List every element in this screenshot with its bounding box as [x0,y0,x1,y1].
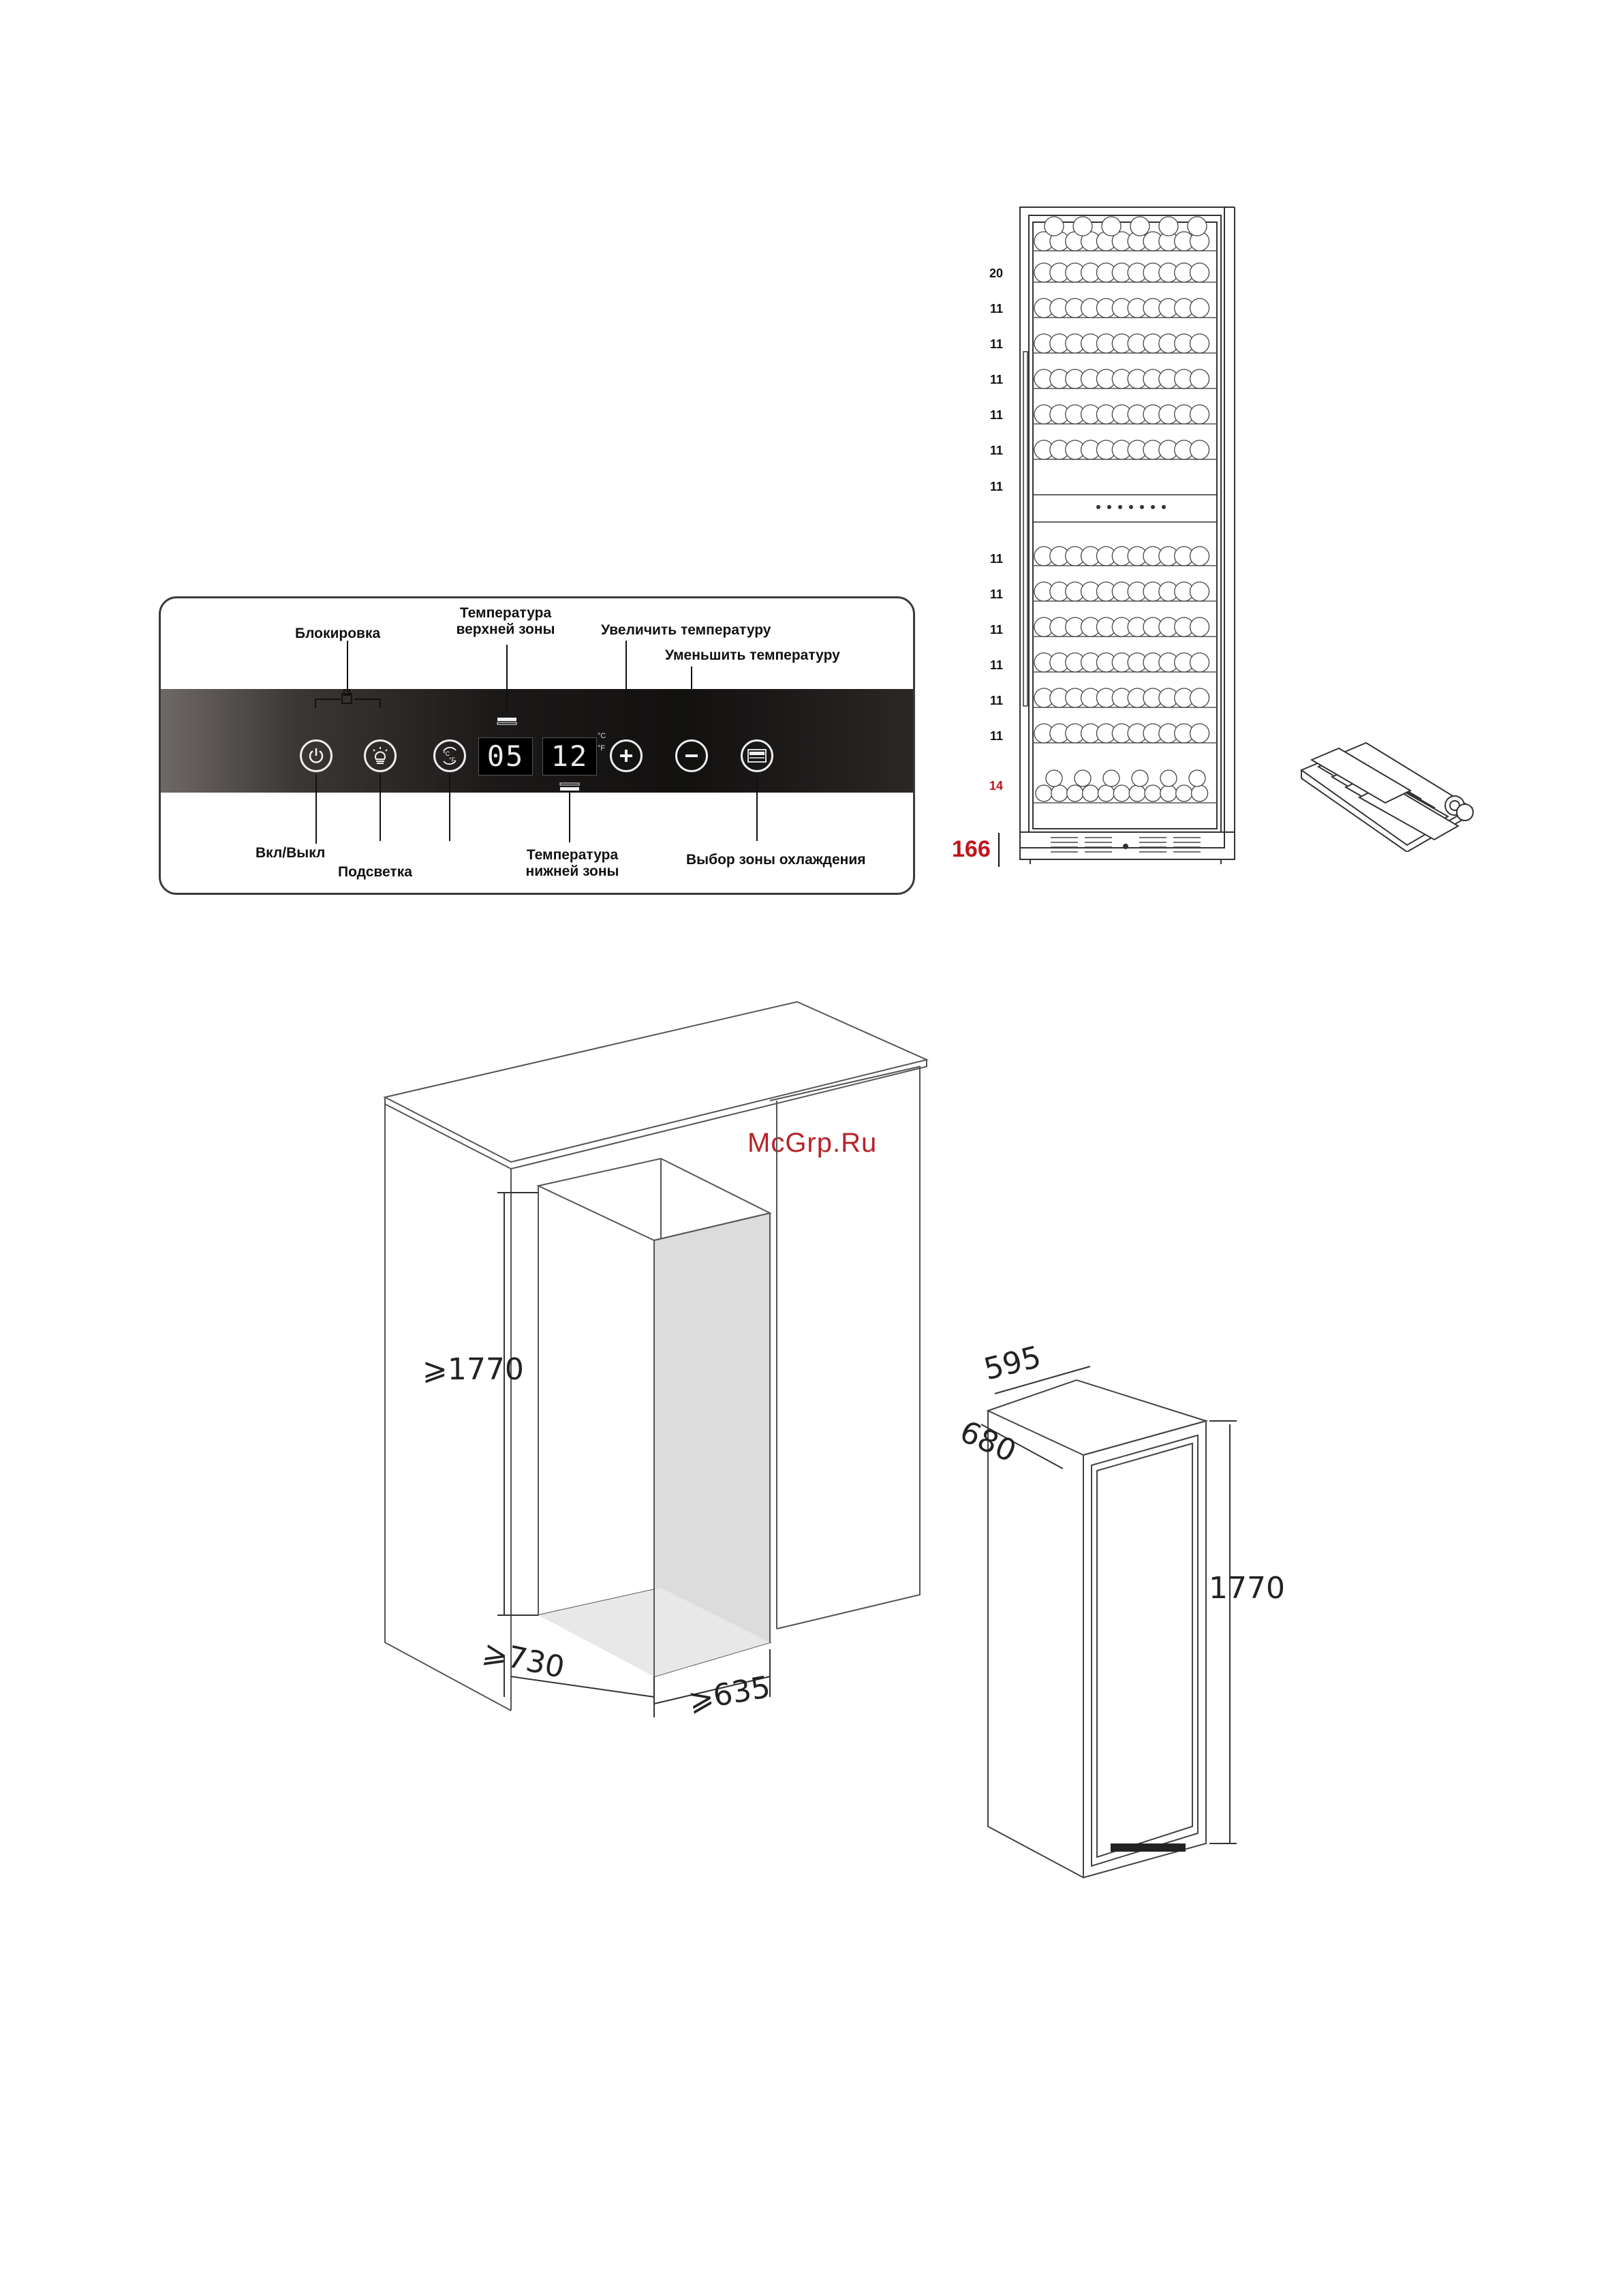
shelf-count: 11 [989,623,1003,637]
bottle [1190,547,1209,566]
shelf-count: 11 [989,587,1003,601]
bottle [1083,785,1099,801]
shelf-count: 11 [989,694,1003,707]
shelf-count: 11 [989,480,1003,493]
niche-width-label: ⩾635 [685,1669,773,1719]
bottle [1190,263,1209,282]
width-label: 595 [980,1339,1045,1388]
upper-zone-icon [497,717,517,726]
shelf-count: 14 [989,779,1003,793]
bottle [1129,785,1145,801]
bottle [1102,217,1121,236]
bottle [1160,785,1177,801]
zone-select-button[interactable] [741,739,773,772]
shelf-count: 11 [989,552,1003,566]
label-lock: Блокировка [295,626,381,641]
bottle [1098,785,1114,801]
power-button[interactable] [300,739,333,772]
capacity-divider [998,833,1000,867]
shelf-count: 11 [989,373,1003,386]
niche-height-label: ⩾1770 [422,1352,524,1387]
bottle [1067,785,1083,801]
increase-temp-button[interactable] [610,739,643,772]
bottle-tray-illustration [1291,729,1482,852]
wine-cooler-front-illustration [989,202,1248,870]
bottle [1103,770,1119,786]
decrease-temp-button[interactable] [675,739,708,772]
label-light: Подсветка [338,864,412,880]
bottle [1130,217,1149,236]
depth-label: 680 [955,1414,1021,1469]
bottle [1190,724,1209,743]
label-zone-select: Выбор зоны охлаждения [686,852,866,868]
shelf-count: 11 [989,302,1003,316]
unit-switch-f-text: °F [449,756,456,763]
shelf-count: 11 [989,337,1003,351]
bottle [1045,217,1064,236]
unit-switch-button[interactable] [433,739,466,772]
bottle [1190,334,1209,353]
cooler-shelves [1033,217,1217,803]
bottle [1073,217,1092,236]
shelf-count: 11 [989,729,1003,743]
total-bottle-capacity: 166 [952,836,991,862]
light-button[interactable] [364,739,397,772]
bottle [1046,770,1062,786]
shelf-count: 20 [989,266,1003,280]
bottle [1075,770,1091,786]
label-power: Вкл/Выкл [256,845,326,861]
control-panel-diagram [159,596,915,895]
light-icon [370,746,390,766]
unit-c-label: °C [598,732,606,740]
minus-icon [683,747,700,765]
niche-depth-label: ⩾730 [480,1634,568,1686]
label-increase-temp: Увеличить температуру [601,622,771,638]
bottle [1190,440,1209,459]
bottle [1159,217,1178,236]
lower-zone-display: 12 [542,737,597,776]
shelf-count: 11 [989,444,1003,457]
label-upper-zone-temp: Температура верхней зоны [456,605,555,637]
bottle [1190,369,1209,388]
bottle [1113,785,1130,801]
label-lower-zone-temp: Температура нижней зоны [525,847,619,879]
upper-zone-display: 05 [478,737,533,776]
bottle [1189,770,1205,786]
shelf-count: 11 [989,408,1003,422]
bottle [1036,785,1052,801]
bottle [1051,785,1068,801]
bottle [1190,405,1209,424]
bottle [1190,653,1209,672]
bottle [1190,617,1209,637]
lower-zone-icon [559,782,580,792]
shelf-count: 11 [989,658,1003,672]
power-icon [307,746,326,765]
bottle [1176,785,1192,801]
bottle [1188,217,1207,236]
bottle [1192,785,1208,801]
plus-icon [617,747,635,765]
bottle [1132,770,1148,786]
label-decrease-temp: Уменьшить температуру [665,647,840,663]
zone-select-icon [747,748,767,763]
watermark: McGrp.Ru [747,1128,878,1158]
unit-switch-c-text: °C [443,750,450,757]
unit-f-label: °F [598,744,606,752]
bottle [1190,582,1209,601]
bottle [1145,785,1161,801]
bottle [1190,299,1209,318]
bottle [1160,770,1177,786]
bottle [1190,688,1209,707]
unit-switch-icon [438,744,461,767]
height-label: 1770 [1209,1571,1285,1606]
installation-niche-diagram [368,968,947,1922]
